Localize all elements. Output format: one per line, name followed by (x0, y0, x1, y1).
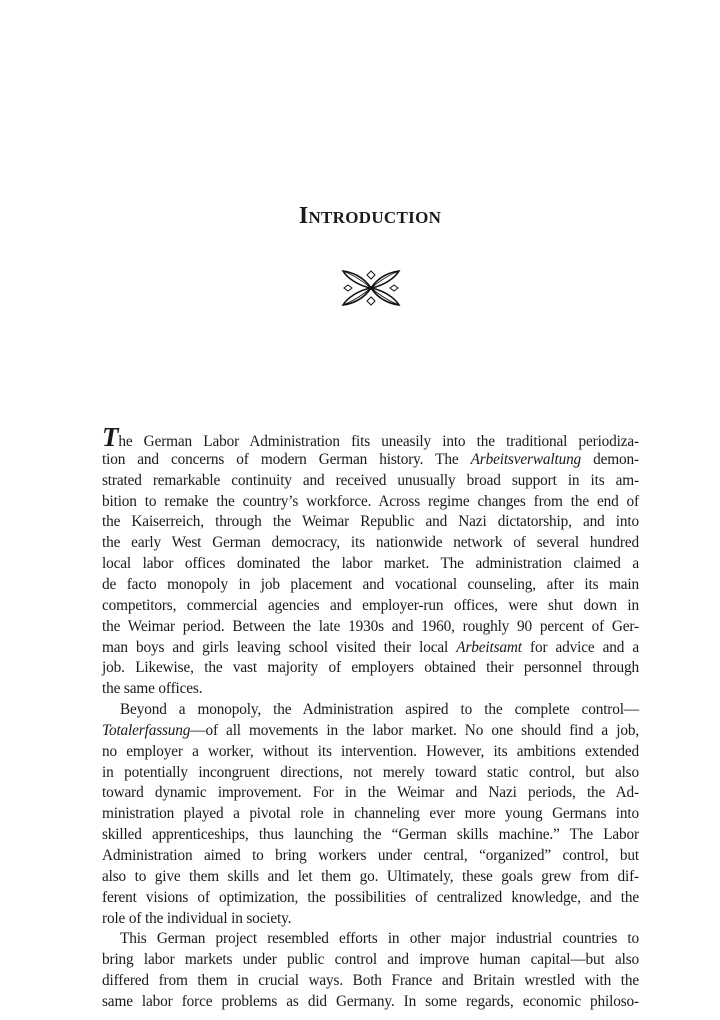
text-line (102, 595, 639, 616)
text-line (102, 741, 639, 762)
text-run: ministration played a pivotal role in channeling ever more young Germans into (102, 805, 639, 823)
drop-cap: T (102, 422, 119, 452)
text-line (102, 422, 639, 452)
text-run: also to give them skills and let them go. Ultimately, these goals grew from dif- (102, 867, 639, 885)
text-run: the Weimar period. Between the late 1930s and 1960, roughly 90 percent of Ger- (102, 617, 639, 635)
floral-ornament-icon (341, 268, 401, 308)
text-line (102, 553, 639, 574)
text-run: job. Likewise, the vast majority of employers obtained their personnel through (102, 659, 639, 677)
text-line (102, 657, 639, 678)
text-run: demon- (581, 450, 639, 468)
text-line (102, 491, 639, 512)
text-line (102, 511, 639, 532)
text-run: de facto monopoly in job placement and vocational counseling, after its main (102, 575, 639, 593)
italic-term: Arbeitsamt (456, 638, 522, 656)
text-run: the early West German democracy, its nationwide network of several hundred (102, 534, 639, 552)
text-run: he German Labor Administration fits uneasily into the traditional periodiza- (118, 433, 639, 450)
text-line (102, 449, 639, 470)
text-line (102, 574, 639, 595)
text-run: —of all movements in the labor market. No one should find a job, (190, 721, 639, 739)
chapter-title: Introduction (298, 203, 442, 229)
text-run: bition to remake the country’s workforce. Across regime changes from the end of (102, 492, 639, 510)
text-run: no employer a worker, without its intervention. However, its ambitions extended (102, 742, 639, 760)
text-line (102, 887, 639, 908)
text-line (102, 803, 639, 824)
text-run: competitors, commercial agencies and employer-run offices, were shut down in (102, 596, 639, 614)
text-line (102, 616, 639, 637)
text-line (102, 928, 639, 949)
text-run: toward dynamic improvement. For in the Weimar and Nazi periods, the Ad- (102, 784, 639, 802)
italic-term: Arbeitsverwaltung (470, 450, 582, 468)
text-run: the same offices. (102, 680, 203, 698)
text-run: tion and concerns of modern German history. The (102, 450, 471, 468)
text-run: role of the individual in society. (102, 909, 292, 927)
text-run: man boys and girls leaving school visited their local (102, 638, 457, 656)
text-run: same labor force problems as did Germany. In some regards, economic philoso- (102, 992, 639, 1010)
text-run: in potentially incongruent directions, not merely toward static control, but also (102, 763, 639, 781)
text-line (102, 470, 639, 491)
italic-term: Totalerfassung (102, 721, 191, 739)
text-line (102, 991, 639, 1012)
text-run: differed from them in crucial ways. Both France and Britain wrestled with the (102, 972, 639, 990)
text-run: Administration aimed to bring workers under central, “organized” control, but (102, 847, 639, 864)
text-line (102, 970, 639, 991)
text-run: bring labor markets under public control and improve human capital—but also (102, 951, 639, 969)
text-line (102, 532, 639, 553)
text-run: strated remarkable continuity and received unusually broad support in its am- (102, 471, 639, 489)
text-run: ferent visions of optimization, the possibilities of centralized knowledge, and the (102, 888, 639, 906)
text-line (102, 637, 639, 658)
text-line (102, 762, 639, 783)
text-run: Beyond a monopoly, the Administration aspired to the complete control— (120, 701, 639, 719)
text-line (102, 845, 639, 866)
text-run: the Kaiserreich, through the Weimar Republic and Nazi dictatorship, and into (102, 513, 639, 531)
text-run: for advice and a (521, 638, 639, 656)
text-run: local labor offices dominated the labor market. The administration claimed a (102, 555, 639, 573)
text-line (102, 824, 639, 845)
text-line (102, 678, 639, 699)
text-line (102, 720, 639, 741)
text-line (102, 782, 639, 803)
text-run: This German project resembled efforts in other major industrial countries to (120, 930, 639, 948)
text-line (102, 866, 639, 887)
text-run: skilled apprenticeships, thus launching the “German skills machine.” The Labor (102, 826, 639, 844)
text-line (102, 908, 639, 929)
text-line (102, 699, 639, 720)
text-line (102, 949, 639, 970)
